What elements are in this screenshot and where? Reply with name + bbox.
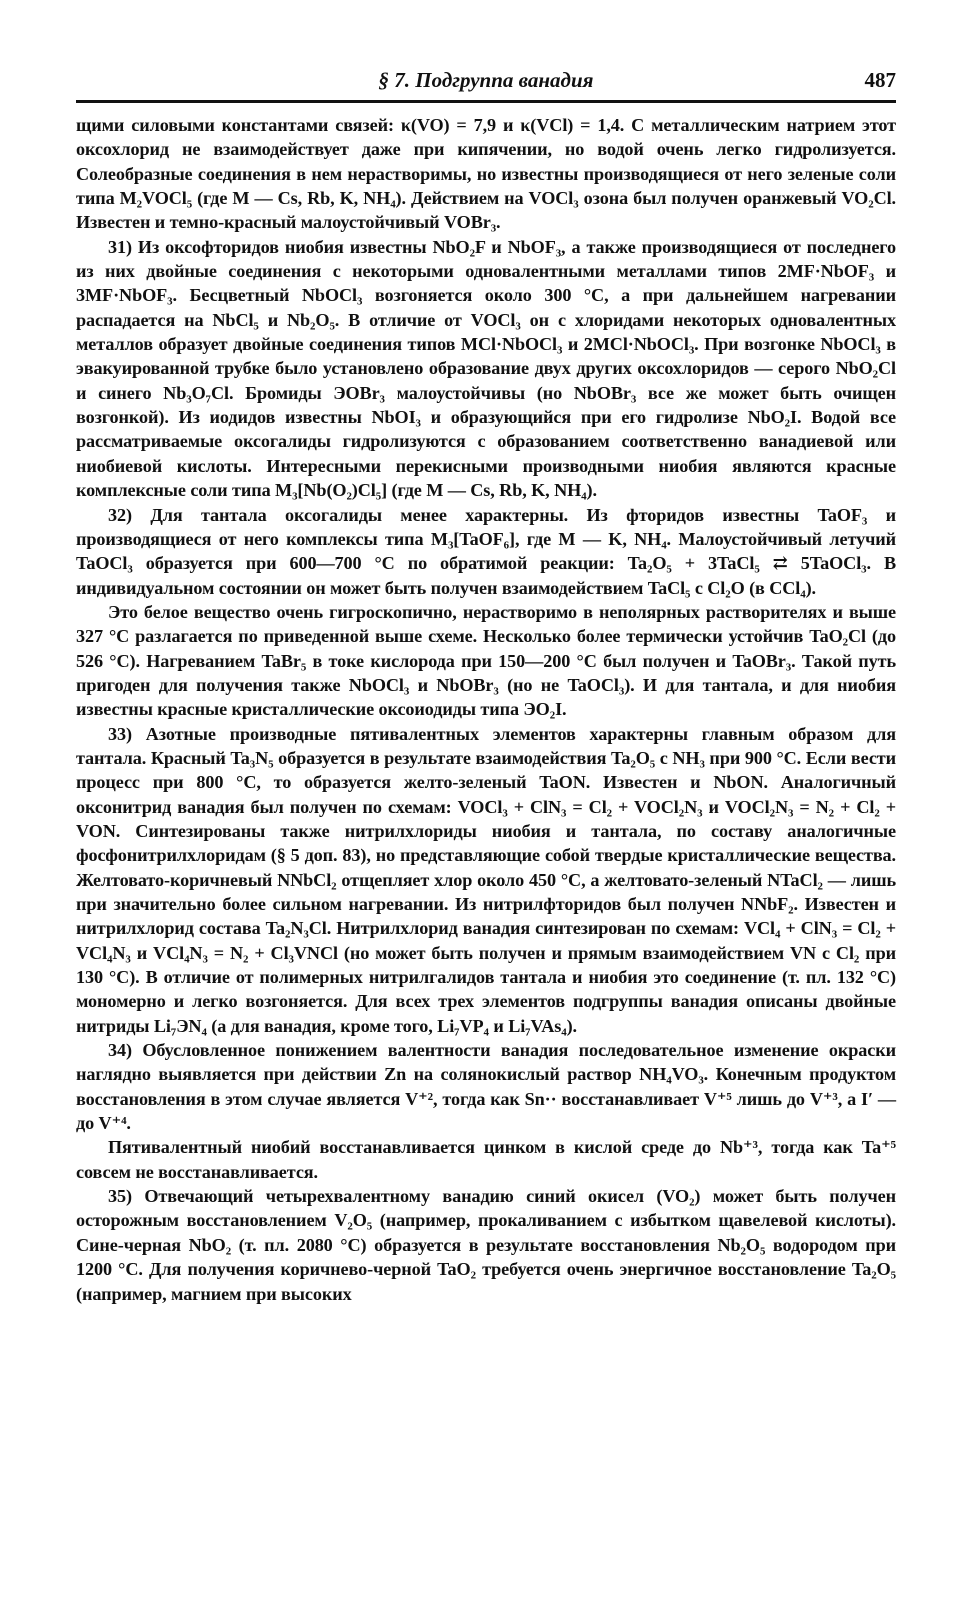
- paragraph-34-continued: Пятивалентный ниобий восстанавливается цинком в кислой среде до Nb⁺³, тогда как Ta⁺⁵ совсем не восстанавливается.: [76, 1137, 896, 1182]
- paragraph-33: 33) Азотные производные пятивалентных элементов характерны главным образом для тантала. Красный Ta₃N₅ образуется в результате взаимодействия Ta₂O₅ с NH₃ при 900 °С. Если вести процесс при 800 °С, то образуется желто-зеленый TaON. Известен и NbON. Аналогичный оксонитрид ванадия был получен по схемам: VOCl₃ + ClN₃ = Cl₂ + VOCl₂N₃ и VOCl₂N₃ = N₂ + Cl₂ + VON. Синтезированы также нитрилхлориды ниобия и тантала, по составу аналогичные фосфонитрилхлоридам (§ 5 доп. 83), но представляющие собой твердые кристаллические вещества. Желтовато-коричневый NNbCl₂ отщепляет хлор около 450 °С, а желтовато-зеленый NTaCl₂ — лишь при значительно более сильном нагревании. Из нитрилфторидов был получен NNbF₂. Известен и нитрилхлорид состава Ta₂N₃Cl. Нитрилхлорид ванадия синтезирован по схемам: VCl₄ + ClN₃ = Cl₂ + VCl₄N₃ и VCl₄N₃ = N₂ + Cl₃VNCl (но может быть получен и прямым взаимодействием VN с Cl₂ при 130 °С). В отличие от полимерных нитрилгалидов тантала и ниобия это соединение (т. пл. 132 °С) мономерно и легко возгоняется. Для всех трех элементов подгруппы ванадия описаны двойные нитриды Li₇ЭN₄ (а для ванадия, кроме того, Li₇VP₄ и Li₇VAs₄).: [76, 723, 896, 1036]
- paragraph-34: 34) Обусловленное понижением валентности ванадия последовательное изменение окраски наглядно выявляется при действии Zn на солянокислый раствор NH₄VO₃. Конечным продуктом восстановления в этом случае является V⁺², тогда как Sn·· восстанавливает V⁺⁵ лишь до V⁺³, а I′ — до V⁺⁴.: [76, 1040, 896, 1134]
- paragraph-35: 35) Отвечающий четырехвалентному ванадию синий окисел (VO₂) может быть получен осторожным восстановлением V₂O₅ (например, прокаливанием с избытком щавелевой кислоты). Сине-черная NbO₂ (т. пл. 2080 °С) образуется в результате восстановления Nb₂O₅ водородом при 1200 °С. Для получения коричнево-черной TaO₂ требуется очень энергичное восстановление Ta₂O₅ (например, магнием при высоких: [76, 1186, 896, 1304]
- paragraph-31: 31) Из оксофторидов ниобия известны NbO₂F и NbOF₃, а также производящиеся от последнего из них двойные соединения с некоторыми одновалентными металлами типов 2MF·NbOF₃ и 3MF·NbOF₃. Бесцветный NbOCl₃ возгоняется около 300 °С, а при дальнейшем нагревании распадается на NbCl₅ и Nb₂O₅. В отличие от VOCl₃ он с хлоридами некоторых одновалентных металлов образует двойные соединения типов MCl·NbOCl₃ и 2MCl·NbOCl₃. При возгонке NbOCl₃ в эвакуированной трубке было установлено образование двух других оксохлоридов — серого NbO₂Cl и синего Nb₃O₇Cl. Бромиды ЭOBr₃ малоустойчивы (но NbOBr₃ все же может быть очищен возгонкой). Из иодидов известны NbOI₃ и образующийся при его гидролизе NbO₂I. Водой все рассматриваемые оксогалиды гидролизуются с образованием соответственно ванадиевой или ниобиевой кислоты. Интересными перекисными производными ниобия являются красные комплексные соли типа M₃[Nb(O₂)Cl₅] (где M — Cs, Rb, K, NH₄).: [76, 236, 896, 501]
- body-text: [76, 113, 896, 1306]
- page-number: 487: [864, 68, 896, 92]
- running-header: [76, 66, 896, 96]
- paragraph-32-continued: Это белое вещество очень гигроскопично, нерастворимо в неполярных растворителях и выше 327 °С разлагается по приведенной выше схеме. Несколько более термически устойчив TaO₂Cl (до 526 °С). Нагреванием TaBr₅ в токе кислорода при 150—200 °С был получен и TaOBr₃. Такой путь пригоден для получения также NbOCl₃ и NbOBr₃ (но не TaOCl₃). И для тантала, и для ниобия известны красные кристаллические оксоиодиды типа ЭO₂I.: [76, 601, 896, 720]
- paragraph-continuation: щими силовыми константами связей: κ(VO) = 7,9 и κ(VCl) = 1,4. С металлическим натрием этот оксохлорид не взаимодействует даже при кипячении, но водой очень легко гидролизуется. Солеобразные соединения в нем нерастворимы, но известны производящиеся от него зеленые соли типа M₂VOCl₅ (где M — Cs, Rb, K, NH₄). Действием на VOCl₃ озона был получен оранжевый VO₂Cl. Известен и темно-красный малоустойчивый VOBr₃.: [76, 115, 896, 233]
- header-rule: [76, 100, 896, 103]
- book-page: [76, 66, 896, 1306]
- paragraph-32: 32) Для тантала оксогалиды менее характерны. Из фторидов известны TaOF₃ и производящиеся от него комплексы типа M₃[TaOF₆], где M — K, NH₄. Малоустойчивый летучий TaOCl₃ образуется при 600—700 °С по обратимой реакции: Ta₂O₅ + 3TaCl₅ ⇄ 5TaOCl₃. В индивидуальном состоянии он может быть получен взаимодействием TaCl₅ с Cl₂O (в CCl₄).: [76, 504, 896, 598]
- section-title: § 7. Подгруппа ванадия: [378, 68, 594, 92]
